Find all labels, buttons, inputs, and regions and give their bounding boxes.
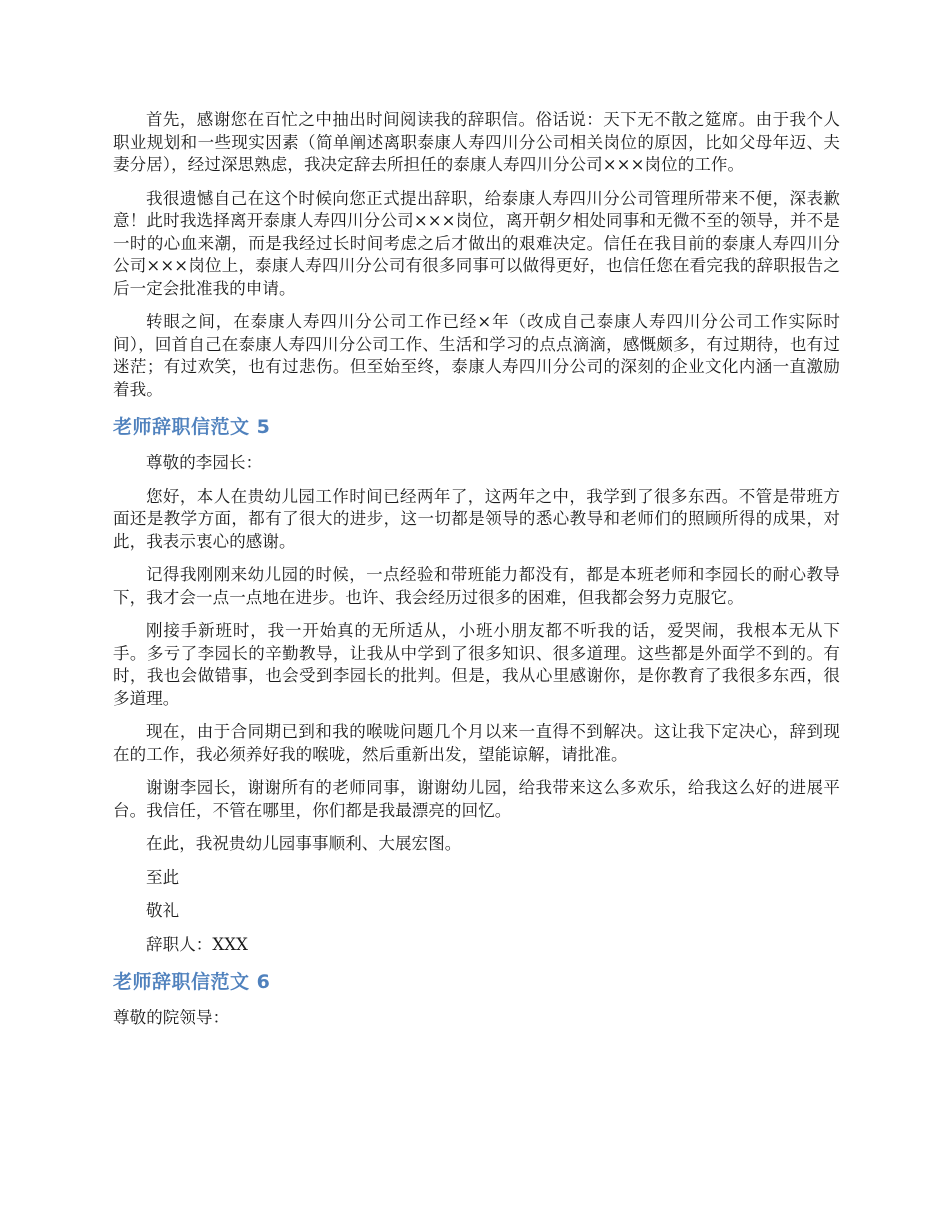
section-4-body <box>113 109 840 401</box>
salutation: 尊敬的李园长： <box>146 453 263 472</box>
paragraph: 记得我刚刚来幼儿园的时候，一点经验和带班能力都没有，都是本班老师和李园长的耐心教导下，我才会一点一点地在进步。也许、我会经历过很多的困难，但我都会努力克服它。 <box>113 565 840 607</box>
closing-line: 至此 <box>146 867 180 887</box>
signature: 辞职人：XXX <box>146 934 248 954</box>
paragraph: 我很遗憾自己在这个时候向您正式提出辞职，给泰康人寿四川分公司管理所带来不便，深表歉意！此时我选择离开泰康人寿四川分公司×××岗位，离开朝夕相处同事和无微不至的领导，并不是一时的心血来潮，而是我经过长时间考虑之后才做出的艰难决定。信任在我目前的泰康人寿四川分公司×××岗位上，泰康人寿四川分公司有很多同事可以做得更好，也信任您在看完我的辞职报告之后一定会批准我的申请。 <box>113 188 840 298</box>
paragraph: 刚接手新班时，我一开始真的无所适从，小班小朋友都不听我的话，爱哭闹，我根本无从下手。多亏了李园长的辛勤教导，让我从中学到了很多知识、很多道理。这些都是外面学不到的。有时，我也会做错事，也会受到李园长的批判。但是，我从心里感谢你，是你教育了我很多东西，很多道理。 <box>113 621 840 708</box>
paragraph: 谢谢李园长，谢谢所有的老师同事，谢谢幼儿园，给我带来这么多欢乐，给我这么好的进展平台。我信任，不管在哪里，你们都是我最漂亮的回忆。 <box>113 778 840 820</box>
paragraph: 转眼之间，在泰康人寿四川分公司工作已经×年（改成自己泰康人寿四川分公司工作实际时间），回首自己在泰康人寿四川分公司工作、生活和学习的点点滴滴，感慨颇多，有过期待，也有过迷茫；有过欢笑，也有过悲伤。但至始至终，泰康人寿四川分公司的深刻的企业文化内涵一直激励着我。 <box>113 312 840 399</box>
paragraph: 在此，我祝贵幼儿园事事顺利、大展宏图。 <box>146 834 462 853</box>
closing-line: 敬礼 <box>146 901 180 920</box>
paragraph: 您好，本人在贵幼儿园工作时间已经两年了，这两年之中，我学到了很多东西。不管是带班方面还是教学方面，都有了很大的进步，这一切都是领导的悉心教导和老师们的照顾所得的成果，对此，我表示衷心的感谢。 <box>113 486 840 551</box>
section-5-body <box>113 452 840 956</box>
document-page <box>113 109 840 1041</box>
section-6-body <box>113 1007 840 1030</box>
section-heading-6: 老师辞职信范文 6 <box>113 971 271 993</box>
paragraph: 首先，感谢您在百忙之中抽出时间阅读我的辞职信。俗话说：天下无不散之筵席。由于我个人职业规划和一些现实因素（简单阐述离职泰康人寿四川分公司相关岗位的原因，比如父母年迈、夫妻分居），经过深思熟虑，我决定辞去所担任的泰康人寿四川分公司×××岗位的工作。 <box>113 110 840 174</box>
paragraph: 现在，由于合同期已到和我的喉咙问题几个月以来一直得不到解决。这让我下定决心，辞到现在的工作，我必须养好我的喉咙，然后重新出发，望能谅解，请批准。 <box>113 722 840 764</box>
salutation: 尊敬的院领导： <box>113 1008 230 1027</box>
section-heading-5: 老师辞职信范文 5 <box>113 416 271 438</box>
